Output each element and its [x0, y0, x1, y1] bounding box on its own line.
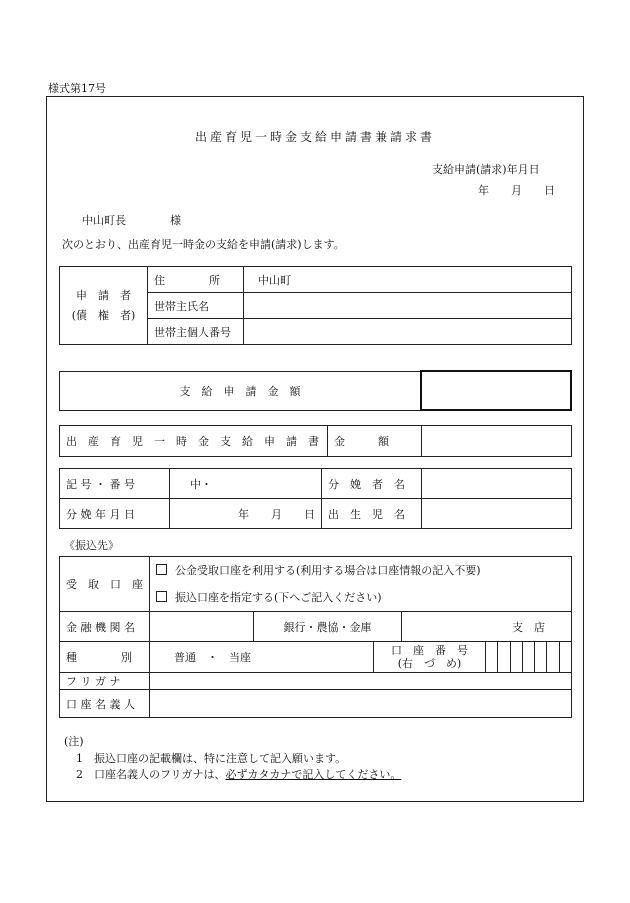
- kind-options[interactable]: 普通 ・ 当座: [150, 642, 374, 673]
- head-name-field[interactable]: [244, 293, 572, 319]
- holder-field[interactable]: [150, 690, 572, 718]
- checkbox-icon[interactable]: [156, 564, 167, 575]
- account-number-label: 口 座 番 号 (右 づ め): [374, 642, 486, 673]
- furigana-field[interactable]: [150, 673, 572, 690]
- application-digit-boxes[interactable]: [422, 426, 572, 457]
- head-number-label: 世帯主個人番号: [148, 319, 244, 345]
- applicant-label: 申 請 者 (債 権 者): [60, 267, 148, 345]
- bank-label: 金 融 機 関 名: [60, 612, 150, 642]
- child-label: 出 生 児 名: [322, 499, 422, 529]
- note-1: 1 振込口座の記載欄は、特に注意して記入願います。: [76, 752, 347, 765]
- symbol-field[interactable]: 中・: [170, 469, 322, 499]
- addressee-honorific: 様: [170, 214, 181, 227]
- addressee-name: 中山町長: [82, 214, 126, 227]
- mother-label: 分 娩 者 名: [322, 469, 422, 499]
- application-table: [59, 425, 572, 457]
- kind-label: 種 別: [60, 642, 150, 673]
- birth-date-label: 分 娩 年 月 日: [60, 499, 170, 529]
- account-number-boxes[interactable]: [486, 642, 572, 673]
- symbol-label: 記 号 ・ 番 号: [60, 469, 170, 499]
- application-label: 出 産 育 児 一 時 金 支 給 申 請 書: [60, 426, 328, 457]
- option-public-account[interactable]: 公金受取口座を利用する(利用する場合は口座情報の記入不要): [156, 557, 565, 584]
- amount-label: 支 給 申 請 金 額: [60, 371, 422, 410]
- head-number-field[interactable]: [244, 319, 572, 345]
- birth-date-field[interactable]: 年 月 日: [170, 499, 322, 529]
- notes-heading: (注): [64, 735, 84, 748]
- child-field[interactable]: [422, 499, 572, 529]
- date-label: 支給申請(請求)年月日: [432, 163, 540, 176]
- amount-digit-boxes[interactable]: [421, 371, 571, 410]
- address-field[interactable]: 中山町: [244, 267, 572, 293]
- date-fields[interactable]: 年 月 日: [478, 184, 555, 197]
- application-amount-label: 金 額: [328, 426, 422, 457]
- note-2: 2 口座名義人のフリガナは、必ずカタカナで記入してください。: [76, 768, 402, 781]
- bank-types: 銀行・農協・金庫: [254, 612, 402, 642]
- branch-field[interactable]: [402, 612, 572, 642]
- holder-label: 口 座 名 義 人: [60, 690, 150, 718]
- amount-table: [59, 370, 572, 411]
- transfer-table: [59, 556, 572, 718]
- intro-text: 次のとおり、出産育児一時金の支給を申請(請求)します。: [62, 238, 345, 251]
- transfer-heading: 《振込先》: [64, 539, 119, 552]
- receive-account-label: 受 取 口 座: [60, 557, 150, 612]
- head-name-label: 世帯主氏名: [148, 293, 244, 319]
- form-title: 出産育児一時金支給申請書兼請求書: [194, 130, 435, 144]
- option-specify-account[interactable]: 振込口座を指定する(下へご記入ください): [156, 584, 565, 611]
- details-table: [59, 468, 572, 529]
- furigana-label: フ リ ガ ナ: [60, 673, 150, 690]
- branch-label: 支 店: [512, 620, 545, 634]
- applicant-table: [59, 266, 572, 345]
- receive-options: [150, 557, 572, 612]
- form-number: 様式第17号: [48, 82, 106, 95]
- mother-field[interactable]: [422, 469, 572, 499]
- checkbox-icon[interactable]: [156, 591, 167, 602]
- bank-field[interactable]: [150, 612, 254, 642]
- address-label: 住 所: [148, 267, 244, 293]
